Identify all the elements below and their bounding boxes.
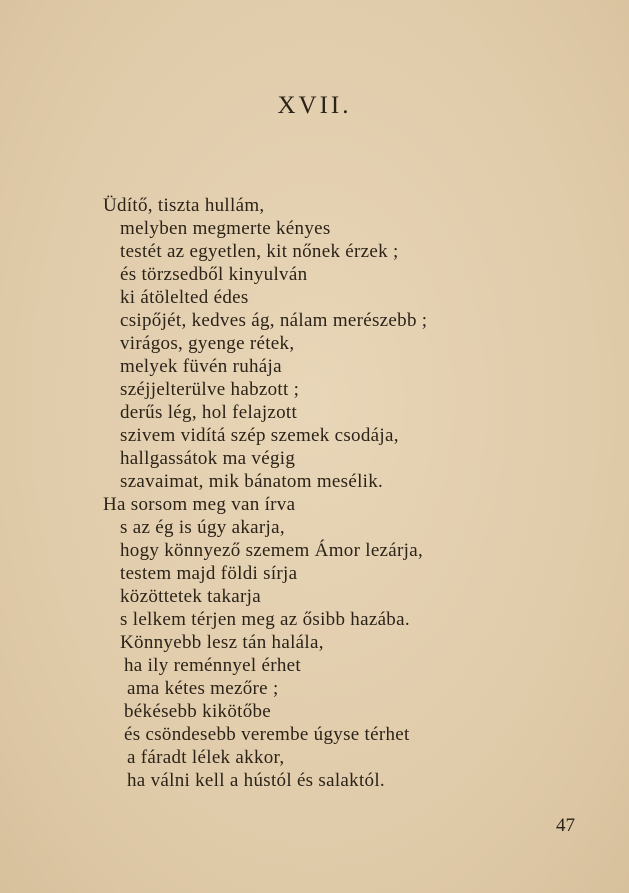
poem-line: ki átölelted édes — [120, 287, 249, 308]
poem-line: testem majd földi sírja — [120, 563, 298, 584]
poem-line: Könnyebb lesz tán halála, — [120, 632, 324, 653]
poem-line: Ha sorsom meg van írva — [103, 494, 296, 515]
poem-line: szavaimat, mik bánatom mesélik. — [120, 471, 384, 492]
poem-line: s lelkem térjen meg az ősibb hazába. — [120, 609, 410, 630]
poem-line: szivem vidítá szép szemek csodája, — [120, 425, 399, 446]
poem-line: ama kétes mezőre ; — [127, 678, 279, 699]
poem-line: testét az egyetlen, kit nőnek érzek ; — [120, 241, 399, 262]
poem-line: ha válni kell a hústól és salaktól. — [127, 770, 385, 791]
poem-line: a fáradt lélek akkor, — [127, 747, 285, 768]
poem-line: széjjelterülve habzott ; — [120, 379, 300, 400]
poem-line: Üdítő, tiszta hullám, — [103, 195, 265, 216]
poem-line: derűs lég, hol felajzott — [120, 402, 298, 423]
poem-line: és törzsedből kinyulván — [120, 264, 308, 285]
poem-line: melyek füvén ruhája — [120, 356, 282, 377]
poem-title: XVII. — [277, 92, 352, 119]
poem-line: virágos, gyenge rétek, — [120, 333, 295, 354]
poem-line: csipőjét, kedves ág, nálam merészebb ; — [120, 310, 428, 331]
poem-line: hallgassátok ma végig — [120, 448, 296, 469]
poem-line: és csöndesebb verembe úgyse térhet — [124, 724, 410, 745]
poem-line: s az ég is úgy akarja, — [120, 517, 285, 538]
poem-line: hogy könnyező szemem Ámor lezárja, — [120, 540, 424, 561]
poem-line: ha ily reménnyel érhet — [124, 655, 301, 676]
poem-line: békésebb kikötőbe — [124, 701, 272, 722]
poem-line: melyben megmerte kényes — [120, 218, 331, 239]
page-number: 47 — [556, 815, 575, 836]
poem-line: közöttetek takarja — [120, 586, 261, 607]
